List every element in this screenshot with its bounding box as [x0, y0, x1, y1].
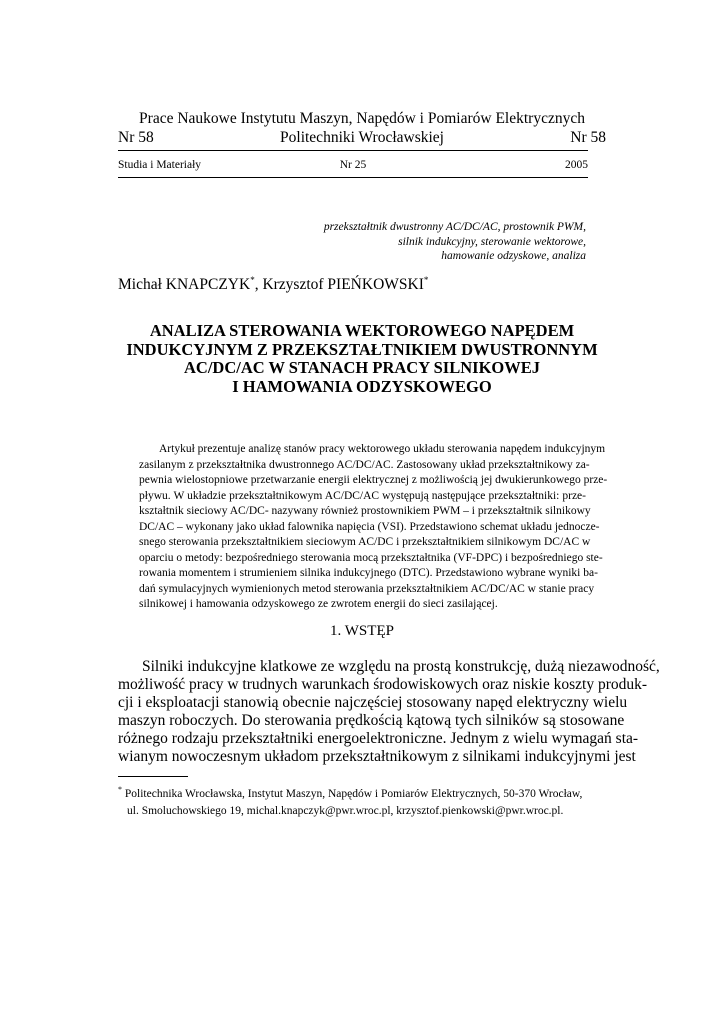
affiliation-mark: * [423, 275, 429, 285]
abstract-line: DC/AC – wykonany jako układ falownika napięcia (VSI). Przedstawiono schemat układu jednocze- [139, 520, 600, 533]
body-line: Silniki indukcyjne klatkowe ze względu na prostą konstrukcję, dużą niezawodność, [142, 658, 660, 675]
section-heading: 1. WSTĘP [330, 623, 394, 639]
journal-title-line2: Politechniki Wrocławskiej [280, 129, 444, 146]
title-line: ANALIZA STEROWANIA WEKTOROWEGO NAPĘDEM [149, 321, 575, 340]
body-line: możliwość pracy w trudnych warunkach środowiskowych oraz niskie koszty produk- [118, 676, 648, 693]
footnote-line: ul. Smoluchowskiego 19, michal.knapczyk@pwr.wroc.pl, krzysztof.pienkowski@pwr.wroc.pl. [127, 805, 564, 817]
abstract-line: rowania momentem i strumieniem silnika indukcyjnego (DTC). Przedstawiono wybrane wyniki ba- [139, 567, 598, 579]
footnote [118, 786, 588, 820]
abstract-line: kształtnik sieciowy AC/DC- nazywany również prostownikiem PWM – i przekształtnik silnikowy [139, 505, 591, 517]
abstract-line: pewnia wielostopniowe przetwarzanie energii elektrycznej z możliwością jej dwukierunkowego prze- [139, 474, 608, 486]
issue-number-right: Nr 58 [570, 129, 606, 146]
author-separator: , [254, 276, 263, 293]
title-line: INDUKCYJNYM Z PRZEKSZTAŁTNIKIEM DWUSTRONNYM [126, 339, 598, 359]
keywords-line: przekształtnik dwustronny AC/DC/AC, prostownik PWM, [323, 221, 586, 233]
body-line: różnego rodzaju przekształtniki energoelektroniczne. Jednym z wielu wymagań sta- [118, 730, 639, 747]
abstract-line: Artykuł prezentuje analizę stanów pracy wektorowego układu sterowania napędem indukcyjnym [159, 443, 606, 455]
keywords-block [206, 220, 586, 264]
header-rule [118, 150, 588, 151]
footnote-mark: * [118, 785, 122, 794]
title-line: I HAMOWANIA ODZYSKOWEGO [232, 376, 492, 396]
abstract-line: zasilanym z przekształtnika dwustronnego AC/DC/AC. Zastosowany układ przekształtnikowy za- [139, 458, 590, 471]
abstract-line: snego sterowania przekształtnikiem sieciowym AC/DC i przekształtnikiem silnikowym DC/AC w [139, 536, 591, 548]
series-name: Studia i Materiały [118, 159, 202, 171]
footnote-rule [118, 776, 188, 777]
abstract-line: oparciu o metody: bezpośredniego sterowania mocą przekształtnika (VF-DPC) i bezpośredniego ste- [139, 551, 603, 564]
abstract [139, 442, 608, 613]
journal-title-line1: Prace Naukowe Instytutu Maszyn, Napędów i Pomiarów Elektrycznych [139, 110, 585, 127]
subheader-rule [118, 177, 588, 178]
series-number: Nr 25 [339, 159, 367, 171]
body-line: cji i eksploatacji stanowią obecnie najczęściej stosowany napęd elektryczny wielu [118, 694, 628, 711]
paper-title [100, 322, 624, 396]
title-line: AC/DC/AC W STANACH PRACY SILNIKOWEJ [183, 358, 540, 377]
abstract-line: silnikowej i hamowania odzyskowego ze zwrotem energii do sieci zasilającej. [139, 598, 498, 610]
abstract-line: dań symulacyjnych wymienionych metod sterowania przekształtnikiem AC/DC/AC w stanie pracy [139, 582, 595, 595]
author-name: Krzysztof PIEŃKOWSKI [262, 276, 424, 293]
abstract-line: pływu. W układzie przekształtnikowym AC/DC/AC występują następujące przekształtniki: prze- [139, 489, 586, 502]
keywords-line: hamowanie odzyskowe, analiza [441, 250, 586, 262]
keywords-line: silnik indukcyjny, sterowanie wektorowe, [398, 235, 586, 248]
author-name: Michał KNAPCZYK [118, 276, 251, 293]
body-line: wianym nowoczesnym układom przekształtnikowym z silnikami indukcyjnymi jest [118, 748, 636, 765]
footnote-text: Politechnika Wrocławska, Instytut Maszyn, Napędów i Pomiarów Elektrycznych, 50-370 Wrocław, [122, 788, 583, 800]
affiliation-mark: * [250, 275, 255, 285]
issue-number-left: Nr 58 [118, 129, 154, 146]
footnote-line [118, 786, 588, 803]
authors-line [118, 276, 428, 294]
body-line: maszyn roboczych. Do sterowania prędkością kątową tych silników są stosowane [118, 712, 625, 729]
body-paragraph [118, 658, 660, 766]
publication-year: 2005 [565, 159, 588, 171]
